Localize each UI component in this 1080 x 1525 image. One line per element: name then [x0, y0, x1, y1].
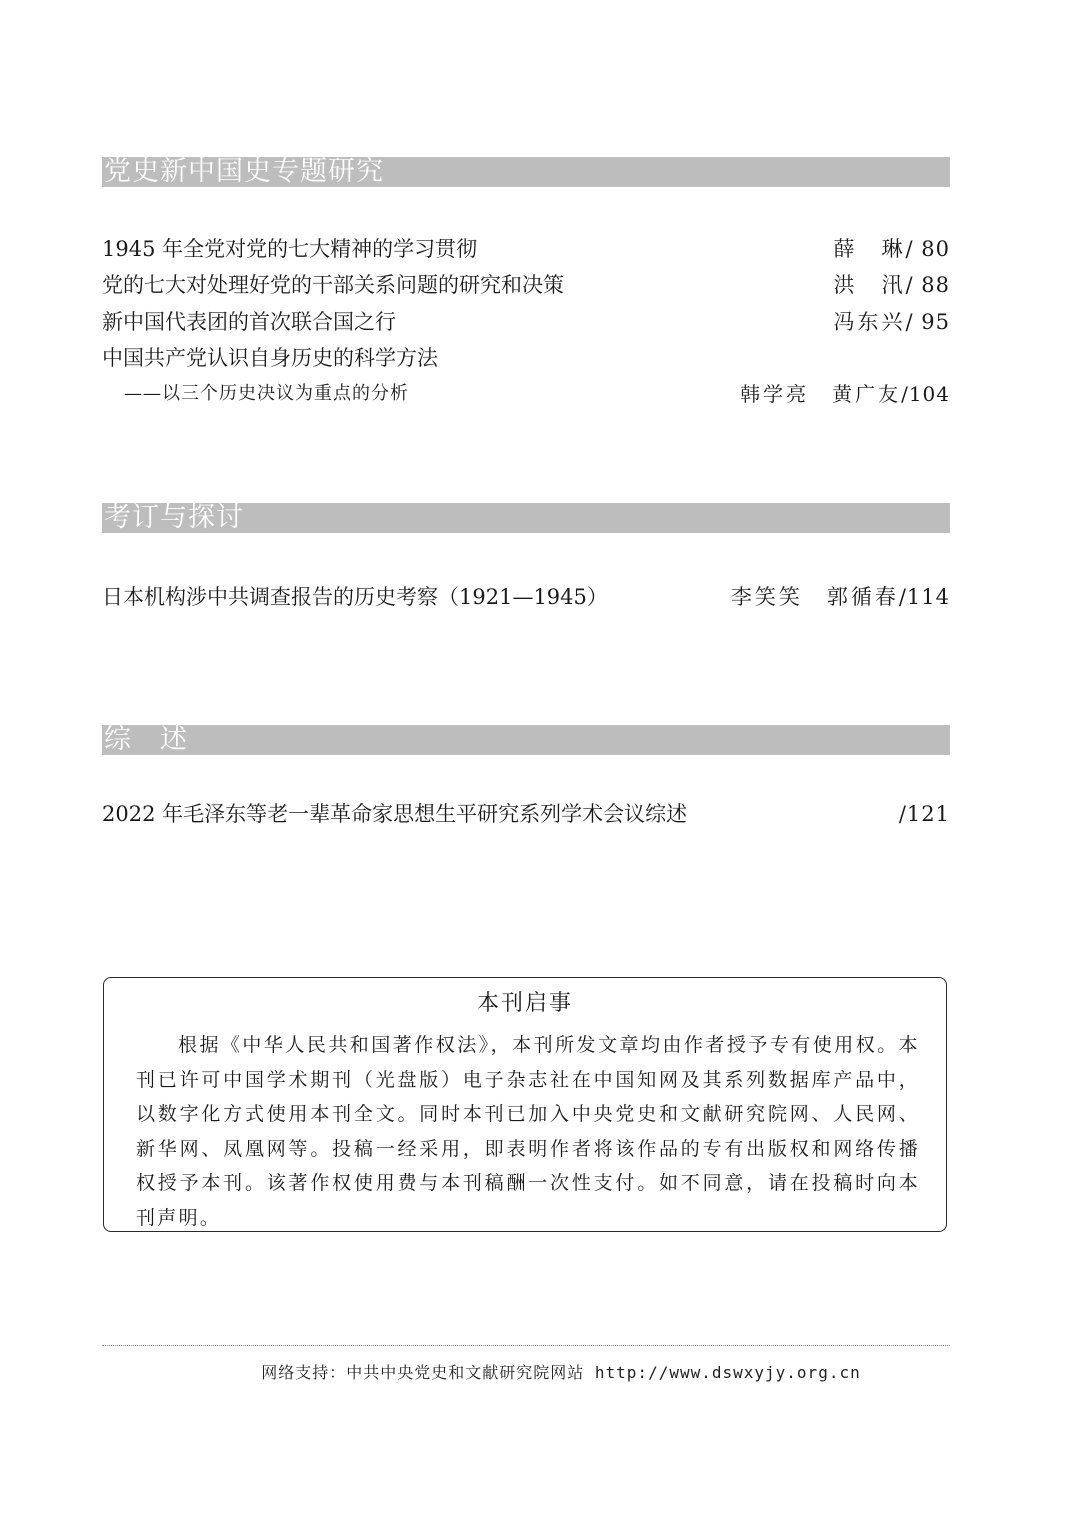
- entry-author: 薛 琳: [833, 237, 906, 261]
- entry-title: 中国共产党认识自身历史的科学方法: [102, 346, 438, 370]
- section-heading-party-history: 党史新中国史专题研究: [102, 157, 950, 187]
- entry-author: 冯东兴: [833, 310, 906, 334]
- entry-title: 1945 年全党对党的七大精神的学习贯彻: [102, 237, 478, 261]
- entry-page: /121: [898, 802, 950, 826]
- entry-meta: [834, 307, 950, 337]
- entry-author: 韩学亮 黄广友: [740, 382, 902, 406]
- entry-author: 李笑笑 郭循春: [730, 585, 899, 609]
- entry-page: /114: [898, 585, 950, 609]
- entry-meta: [834, 270, 950, 300]
- toc-entry[interactable]: [102, 270, 950, 300]
- notice-title: 本刊启事: [476, 991, 573, 1016]
- entry-title: 日本机构涉中共调查报告的历史考察（1921—1945）: [102, 585, 608, 609]
- entry-title: 新中国代表团的首次联合国之行: [102, 310, 396, 334]
- toc-entry-subtitle[interactable]: [102, 379, 950, 409]
- entry-subtitle: ——以三个历史决议为重点的分析: [124, 383, 409, 404]
- footer-website[interactable]: 网络支持：中共中央党史和文献研究院网站 http://www.dswxyjy.org.cn: [261, 1363, 861, 1382]
- entry-title: 2022 年毛泽东等老一辈革命家思想生平研究系列学术会议综述: [102, 802, 688, 826]
- entry-page: / 95: [905, 310, 950, 334]
- toc-entry[interactable]: [102, 307, 950, 337]
- toc-entry[interactable]: [102, 343, 950, 373]
- entry-page: / 88: [905, 273, 950, 297]
- toc-entry[interactable]: [102, 582, 950, 612]
- entry-author: 洪 汛: [833, 273, 906, 297]
- notice-body: 根据《中华人民共和国著作权法》，本刊所发文章均由作者授予专有使用权。本刊已许可中国学术期刊（光盘版）电子杂志社在中国知网及其系列数据库产品中，以数字化方式使用本刊全文。同时本刊已加入中央党史和文献研究院网、人民网、新华网、凤凰网等。投稿一经采用，即表明作者将该作品的专有出版权和网络传播权授予本刊。该著作权使用费与本刊稿酬一次性支付。如不同意，请在投稿时向本刊声明。: [136, 1034, 920, 1229]
- section-heading-research: 考订与探讨: [102, 503, 950, 533]
- footer-divider: [102, 1345, 950, 1346]
- section-heading-review: 综 述: [102, 725, 950, 755]
- entry-page: / 80: [905, 237, 950, 261]
- toc-entry[interactable]: [102, 799, 950, 829]
- toc-entry[interactable]: [102, 234, 950, 264]
- entry-meta: [740, 379, 950, 409]
- entry-title: 党的七大对处理好党的干部关系问题的研究和决策: [102, 273, 564, 297]
- entry-meta: [834, 234, 950, 264]
- entry-meta: [731, 582, 950, 612]
- notice-box: [103, 977, 947, 1232]
- entry-meta: [899, 799, 950, 829]
- entry-page: /104: [901, 382, 950, 406]
